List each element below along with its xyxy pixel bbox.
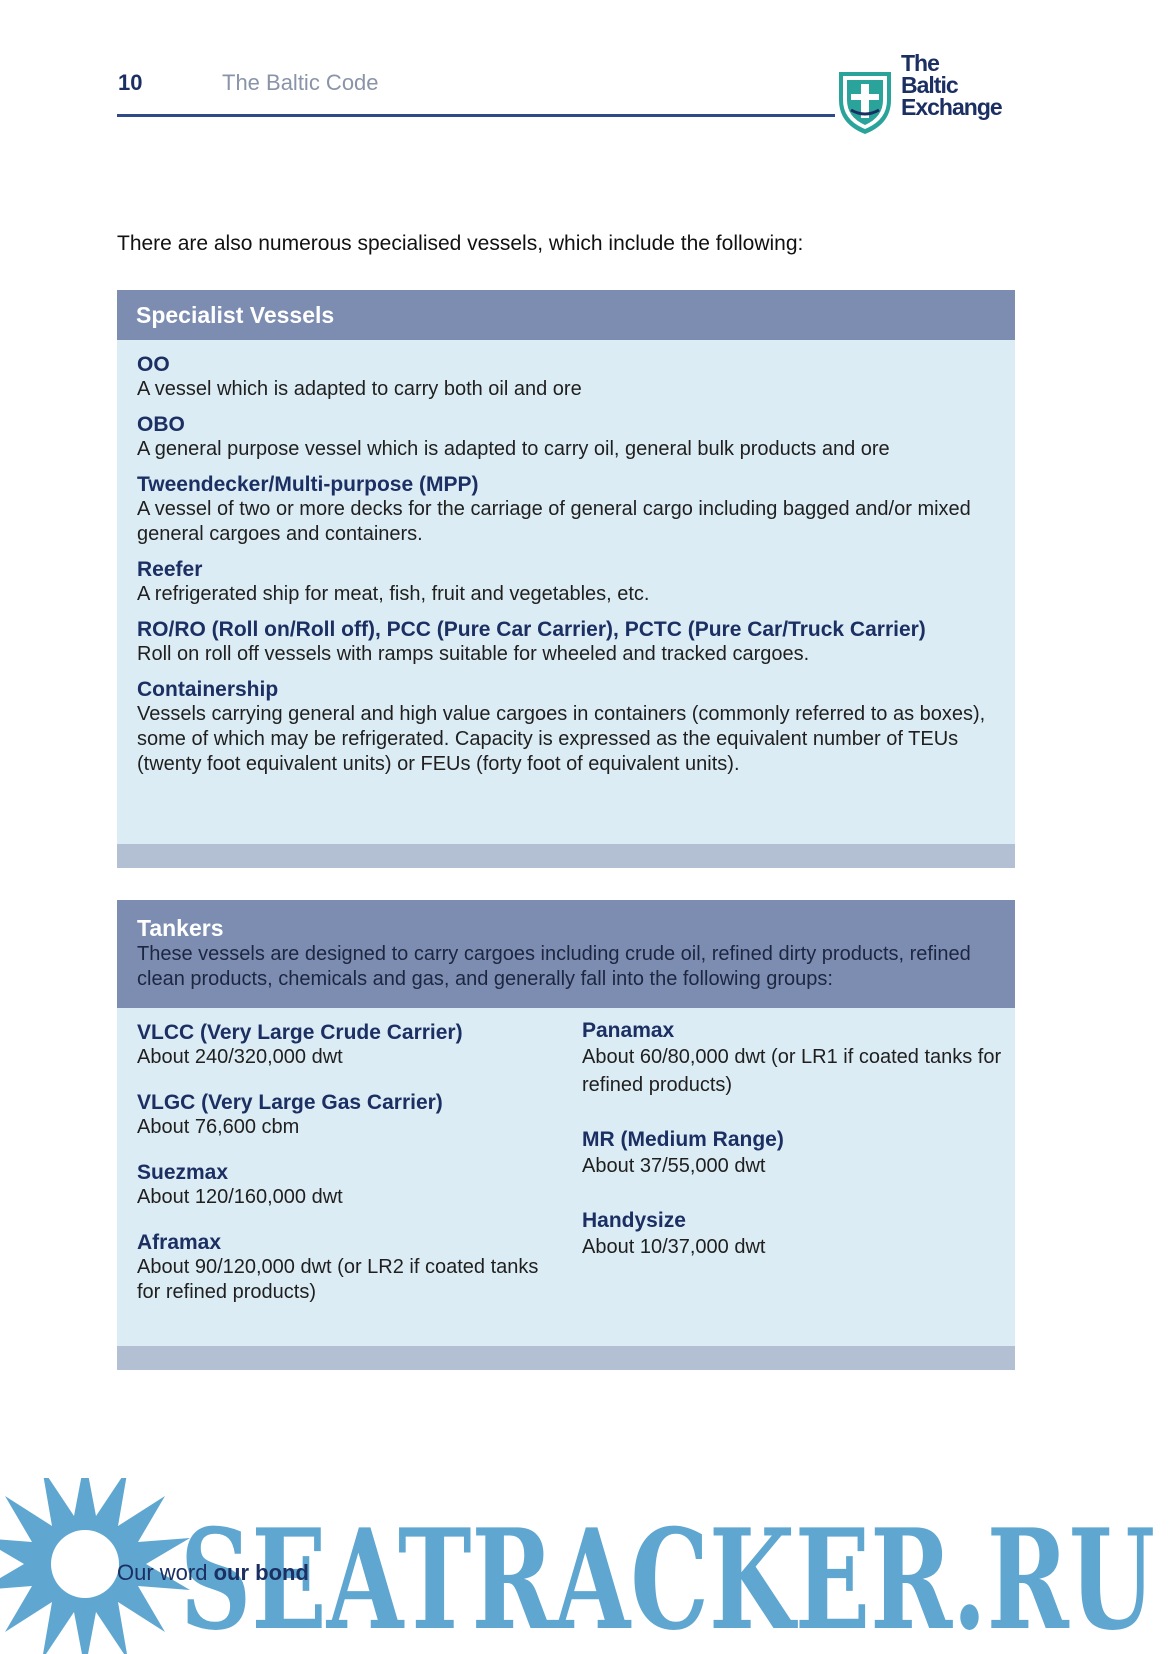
box-footer-band <box>117 1346 1015 1370</box>
vessel-term: OBO <box>137 413 185 436</box>
vessel-definition: A vessel which is adapted to carry both oil and ore <box>137 378 582 400</box>
vessel-definition: Vessels carrying general and high value cargoes in containers (commonly referred to as boxes), some of which may be refrigerated. Capacity is expressed as the equivalent number of TEUs (twenty foot equivalent units) or FEUs (forty foot of equivalent units). <box>137 703 986 775</box>
tagline-bold: our bond <box>213 1560 309 1585</box>
baltic-exchange-logo <box>835 50 1015 136</box>
list-item <box>137 1230 557 1305</box>
tanker-size: About 90/120,000 dwt (or LR2 if coated tanks for refined products) <box>137 1256 539 1303</box>
vessel-term: Containership <box>137 678 279 701</box>
intro-paragraph: There are also numerous specialised vessels, which include the following: <box>117 232 804 255</box>
specialist-vessels-header: Specialist Vessels <box>117 290 1015 340</box>
vessel-term: Reefer <box>137 558 203 581</box>
tagline-plain: Our word <box>117 1560 208 1585</box>
tanker-size: About 76,600 cbm <box>137 1116 300 1138</box>
tanker-size: About 120/160,000 dwt <box>137 1186 343 1208</box>
vessel-definition: A general purpose vessel which is adapted to carry oil, general bulk products and ore <box>137 438 890 460</box>
tanker-term: Aframax <box>137 1231 222 1254</box>
tankers-left-column <box>137 1020 557 1325</box>
tankers-box <box>117 900 1015 1370</box>
list-item <box>582 1208 1002 1261</box>
tanker-size: About 60/80,000 dwt (or LR1 if coated tanks for refined products) <box>582 1046 1002 1096</box>
list-item <box>582 1018 1002 1099</box>
tanker-term: Suezmax <box>137 1161 229 1184</box>
tanker-term: VLCC (Very Large Crude Carrier) <box>137 1021 463 1044</box>
vessel-definition: Roll on roll off vessels with ramps suitable for wheeled and tracked cargoes. <box>137 643 810 665</box>
vessel-term: Tweendecker/Multi-purpose (MPP) <box>137 473 479 496</box>
tankers-title: Tankers <box>137 915 224 941</box>
tankers-header <box>117 900 1015 1008</box>
tanker-term: VLGC (Very Large Gas Carrier) <box>137 1091 443 1114</box>
tankers-right-column <box>582 1018 1002 1289</box>
vessel-definition: A refrigerated ship for meat, fish, fruit and vegetables, etc. <box>137 583 650 605</box>
list-item <box>137 412 997 462</box>
box-footer-band <box>117 844 1015 868</box>
logo-word-the: The <box>901 50 939 76</box>
vessel-term: OO <box>137 353 170 376</box>
list-item <box>137 617 997 667</box>
document-title: The Baltic Code <box>222 70 379 95</box>
logo-text <box>901 52 1002 118</box>
tanker-size: About 240/320,000 dwt <box>137 1046 343 1068</box>
logo-word-exchange: Exchange <box>901 94 1002 120</box>
header-rule <box>117 114 835 117</box>
tanker-term: Handysize <box>582 1209 686 1232</box>
tanker-size: About 10/37,000 dwt <box>582 1236 766 1258</box>
tankers-description: These vessels are designed to carry cargoes including crude oil, refined dirty products, refined clean products, chemicals and gas, and generally fall into the following groups: <box>137 943 971 990</box>
shield-icon <box>835 68 895 138</box>
specialist-vessels-list <box>137 352 997 787</box>
list-item <box>137 352 997 402</box>
list-item <box>137 677 997 777</box>
specialist-vessels-box <box>117 290 1015 868</box>
list-item <box>137 472 997 547</box>
footer-tagline <box>117 1560 309 1586</box>
list-item <box>137 1090 557 1140</box>
page-number: 10 <box>118 70 143 95</box>
vessel-definition: A vessel of two or more decks for the carriage of general cargo including bagged and/or mixed general cargoes and containers. <box>137 498 971 545</box>
list-item <box>582 1127 1002 1180</box>
vessel-term: RO/RO (Roll on/Roll off), PCC (Pure Car Carrier), PCTC (Pure Car/Truck Carrier) <box>137 618 926 641</box>
logo-word-baltic: Baltic <box>901 72 958 98</box>
list-item <box>137 1160 557 1210</box>
tanker-size: About 37/55,000 dwt <box>582 1155 766 1177</box>
watermark-text: SEATRACKER.RU <box>180 1498 1155 1654</box>
tanker-term: Panamax <box>582 1019 675 1042</box>
list-item <box>137 1020 557 1070</box>
tanker-term: MR (Medium Range) <box>582 1128 784 1151</box>
list-item <box>137 557 997 607</box>
